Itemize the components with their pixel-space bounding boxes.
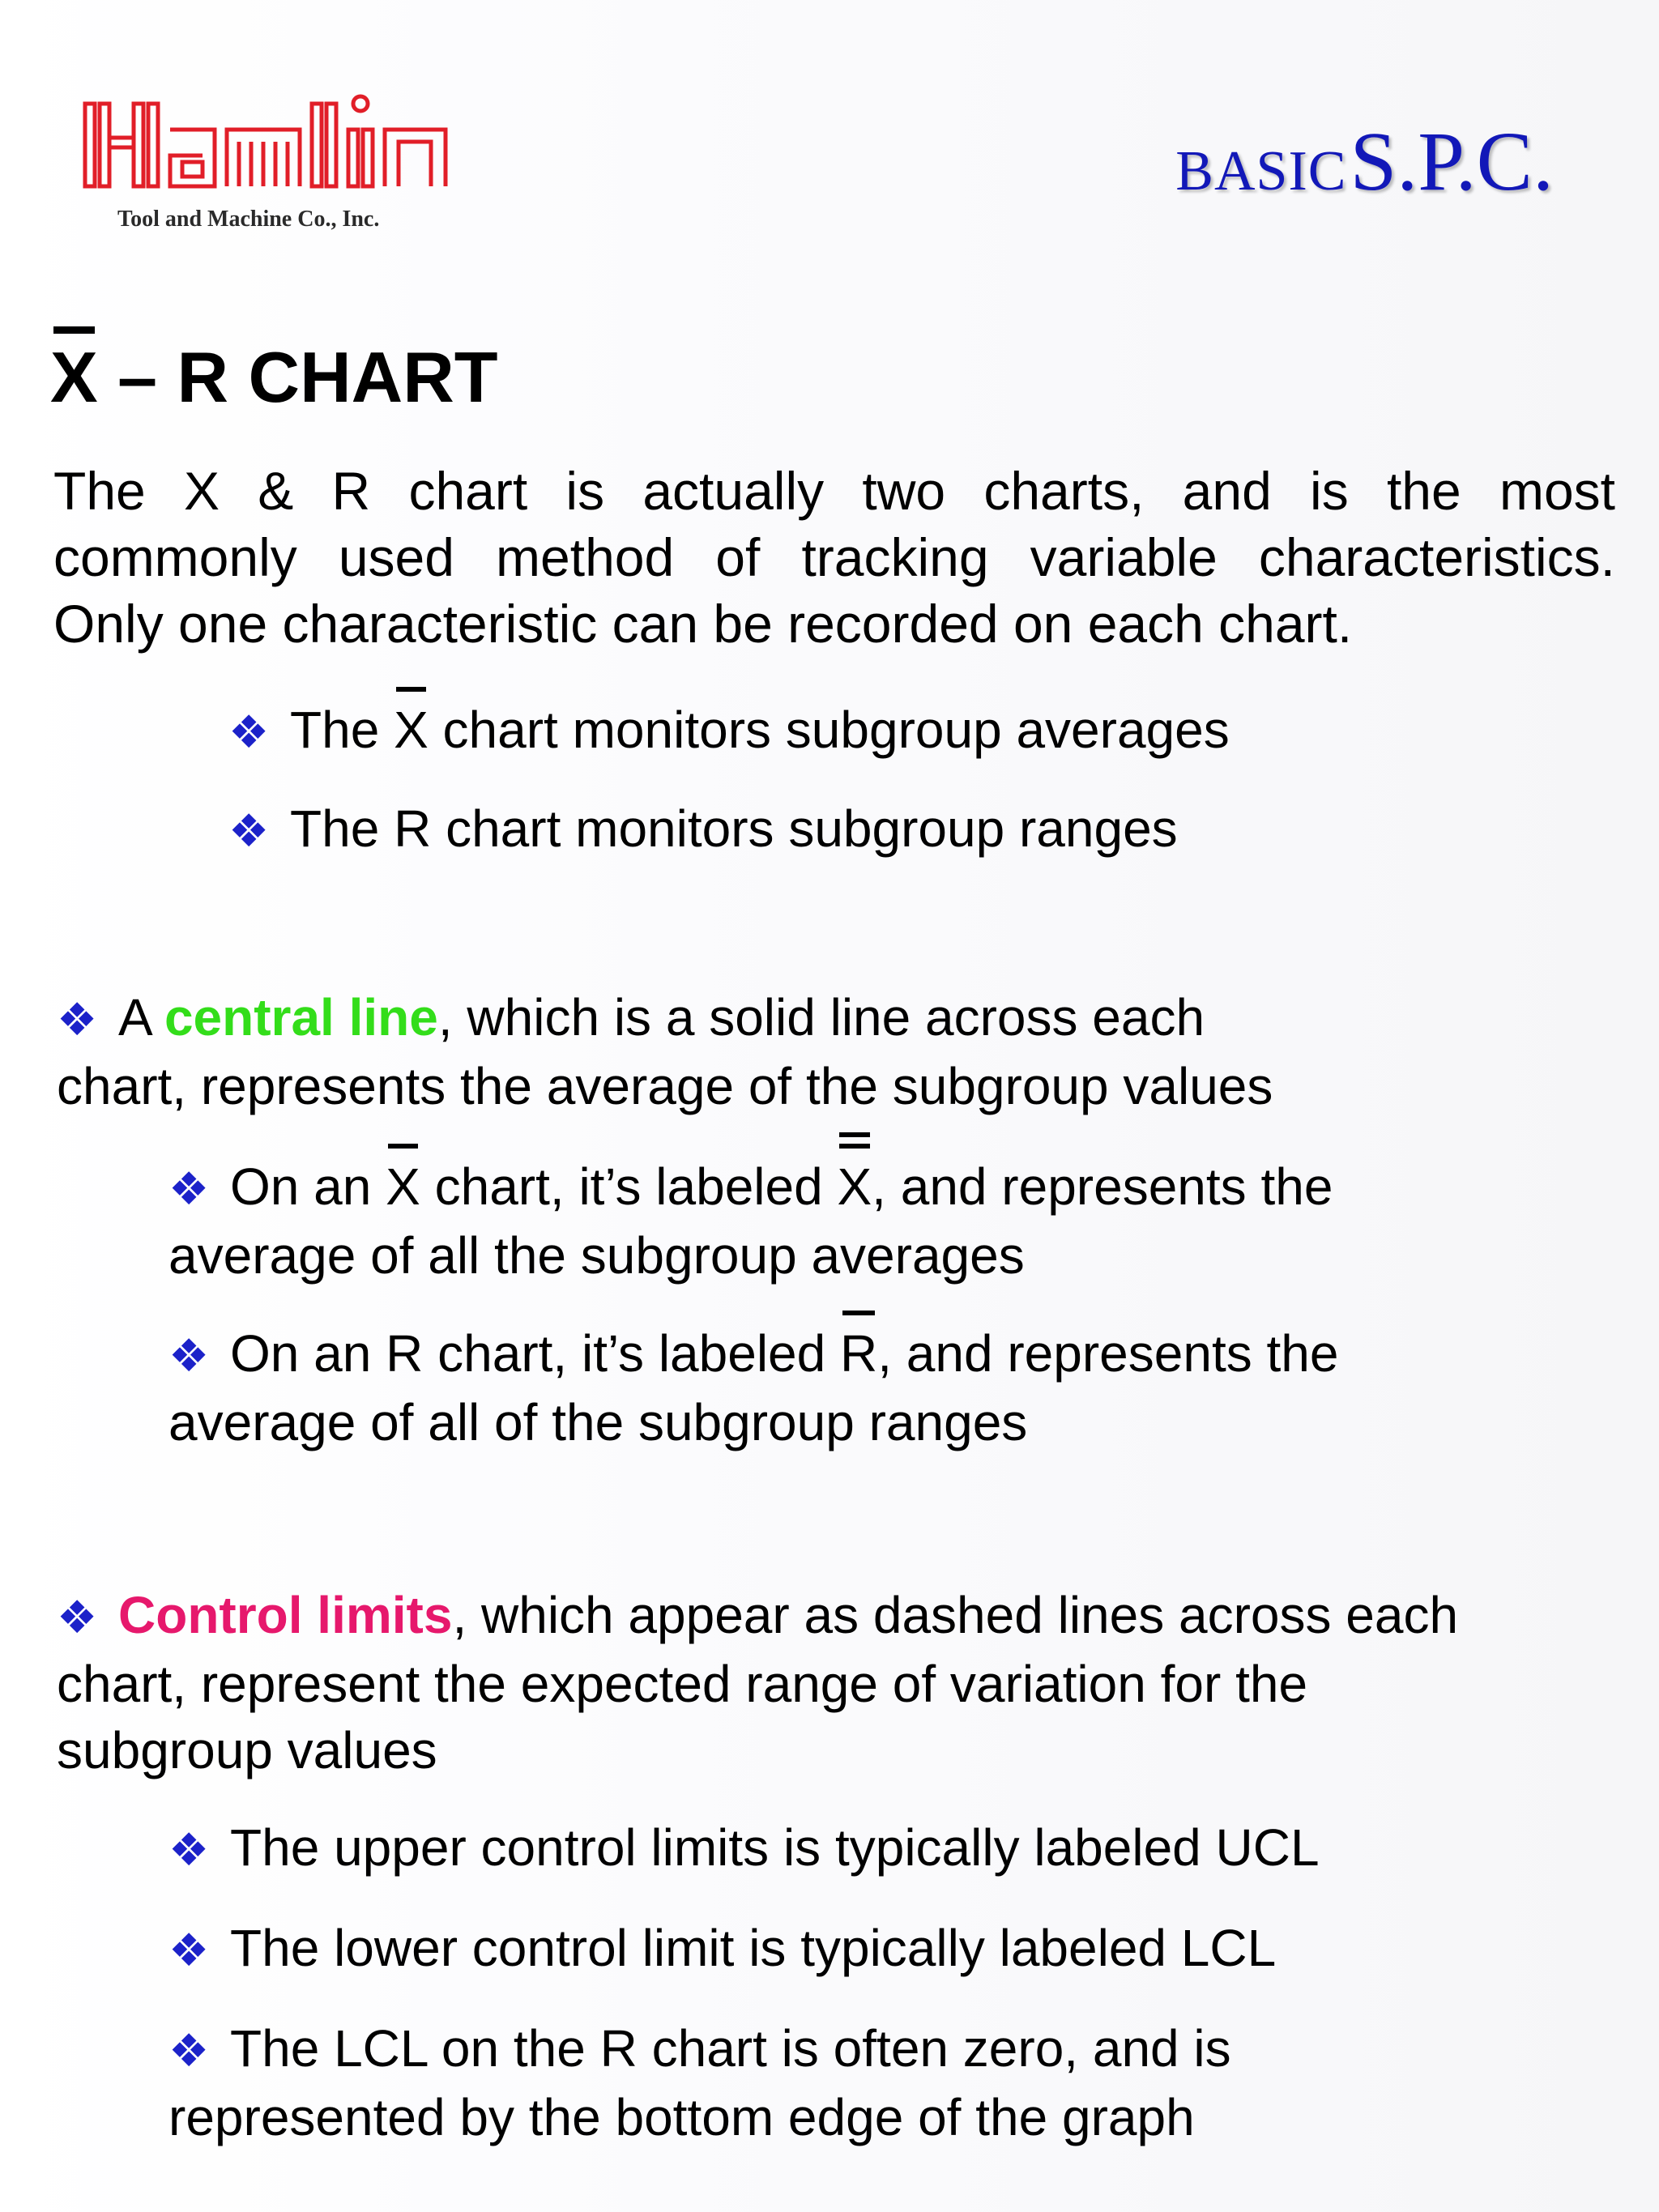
list-item: ❖ The X chart monitors subgroup averages <box>228 697 1230 765</box>
header-basic: BASIC <box>1175 140 1347 202</box>
page-title <box>50 336 498 419</box>
list-item: ❖ On an R chart, it’s labeled R, and represents the average of all of the subgroup ranges <box>168 1320 1338 1455</box>
r-bar-symbol: R <box>840 1320 877 1387</box>
list-item: ❖ The lower control limit is typically labeled LCL <box>168 1915 1276 1984</box>
control-limits-term: Control limits <box>118 1586 453 1644</box>
diamond-fleuron-icon: ❖ <box>168 1824 210 1875</box>
intro-paragraph <box>53 458 1615 657</box>
diamond-fleuron-icon: ❖ <box>57 1592 98 1643</box>
list-item: ❖ The upper control limits is typically labeled UCL <box>168 1814 1320 1883</box>
header-spc: S.P.C. <box>1350 115 1554 208</box>
title-rest: – R CHART <box>97 337 498 417</box>
diamond-fleuron-icon: ❖ <box>228 706 270 757</box>
intro-line: The X & R chart is actually two charts, and is the most <box>53 461 1615 521</box>
list-item: ❖ The R chart monitors subgroup ranges <box>228 795 1178 864</box>
intro-line: Only one characteristic can be recorded on each chart. <box>53 594 1353 654</box>
list-item: ❖ The LCL on the R chart is often zero, and is represented by the bottom edge of the graph <box>168 2019 1231 2146</box>
diamond-fleuron-icon: ❖ <box>228 805 270 856</box>
logo-text: Hamlin <box>81 81 84 82</box>
logo-subtitle: Tool and Machine Co., Inc. <box>117 207 380 232</box>
diamond-fleuron-icon: ❖ <box>168 1330 210 1381</box>
list-item: ❖ On an X chart, it’s labeled X, and represents the average of all the subgroup averages <box>168 1153 1333 1289</box>
diamond-fleuron-icon: ❖ <box>168 1924 210 1975</box>
diamond-fleuron-icon: ❖ <box>168 2025 210 2076</box>
list-item: ❖ Control limits, which appear as dashed lines across each chart, represent the expected range of variation for the subgroup values <box>57 1586 1459 1779</box>
central-line-term: central line <box>164 988 438 1046</box>
x-double-bar-symbol: X <box>837 1153 872 1220</box>
intro-line: commonly used method of tracking variable characteristics. <box>53 527 1615 587</box>
x-bar-symbol: X <box>394 697 429 763</box>
header-title <box>1175 113 1554 210</box>
diamond-fleuron-icon: ❖ <box>57 994 98 1045</box>
list-item: ❖ A central line, which is a solid line across each chart, represents the average of the subgroup values <box>57 988 1273 1115</box>
title-x-bar: X <box>50 337 98 417</box>
x-bar-symbol: X <box>386 1153 420 1220</box>
diamond-fleuron-icon: ❖ <box>168 1163 210 1214</box>
